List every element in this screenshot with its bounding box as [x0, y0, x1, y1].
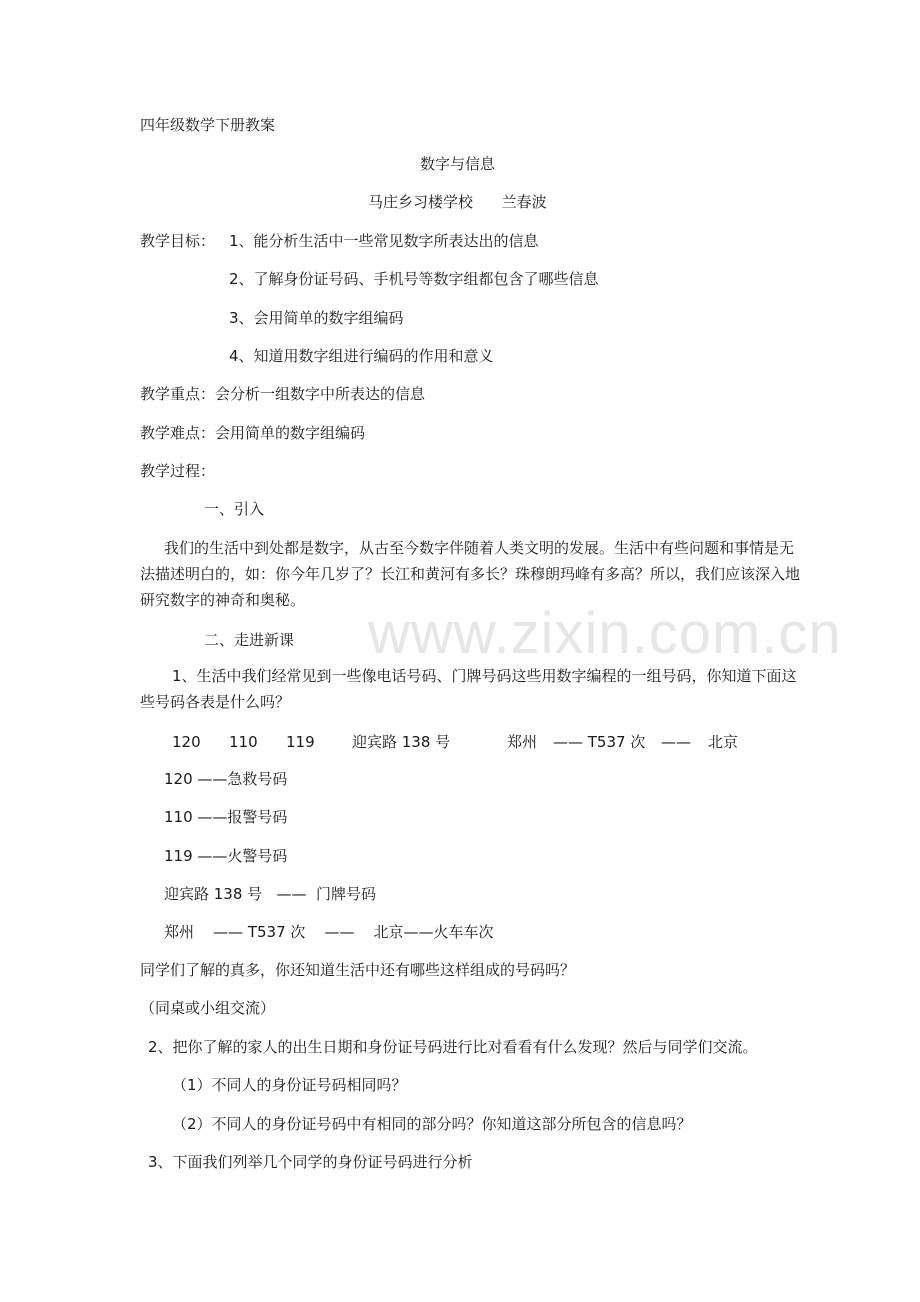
- objective-item: 3、会用简单的数字组编码: [229, 309, 404, 327]
- school-author: 马庄乡习楼学校 兰春波: [368, 193, 547, 211]
- section-heading: 一、引入: [204, 500, 265, 518]
- objective-item: 2、了解身份证号码、手机号等数字组都包含了哪些信息: [229, 270, 599, 288]
- code-item: 北京: [708, 733, 739, 751]
- question-3: 3、下面我们列举几个同学的身份证号码进行分析: [148, 1153, 473, 1171]
- answer-item: 郑州 —— T537 次 —— 北京——火车车次: [164, 923, 494, 941]
- objective-item: 4、知道用数字组进行编码的作用和意义: [229, 347, 494, 365]
- question-2-sub: （2）不同人的身份证号码中有相同的部分吗？你知道这部分所包含的信息吗？: [172, 1115, 692, 1133]
- answer-item: 110 ——报警号码: [164, 808, 288, 826]
- exchange-note: （同桌或小组交流）: [140, 999, 276, 1017]
- code-item: ——: [661, 733, 691, 751]
- answer-item: 迎宾路 138 号 —— 门牌号码: [164, 885, 377, 903]
- question-1: 1、生活中我们经常见到一些像电话号码、门牌号码这些用数字编程的一组号码，你知道下面这些号码各表是什么吗？: [140, 667, 797, 711]
- doc-subject: 四年级数学下册教案: [140, 116, 276, 134]
- code-item: 120: [172, 733, 201, 751]
- code-item: 110: [229, 733, 258, 751]
- answer-item: 120 ——急救号码: [164, 770, 288, 788]
- code-item: 迎宾路 138 号: [352, 733, 451, 751]
- question-2-sub: （1）不同人的身份证号码相同吗？: [172, 1076, 407, 1094]
- difficulty: 教学难点：会用简单的数字组编码: [140, 424, 366, 442]
- key-point: 教学重点：会分析一组数字中所表达的信息: [140, 385, 426, 403]
- intro-paragraph: 我们的生活中到处都是数字，从古至今数字伴随着人类文明的发展。生活中有些问题和事情是无法描述明白的，如：你今年几岁了？长江和黄河有多长？珠穆朗玛峰有多高？所以，我们应该深入地研究数字的神奇和奥秘。: [140, 539, 801, 609]
- code-item: 119: [286, 733, 315, 751]
- section-heading: 二、走进新课: [204, 631, 295, 649]
- followup-text: 同学们了解的真多，你还知道生活中还有哪些这样组成的号码吗？: [140, 961, 576, 979]
- doc-title: 数字与信息: [420, 155, 496, 173]
- code-item: 郑州: [507, 733, 538, 751]
- process-label: 教学过程：: [140, 462, 216, 480]
- question-2: 2、把你了解的家人的出生日期和身份证号码进行比对看看有什么发现？然后与同学们交流。: [148, 1038, 758, 1056]
- objectives-label: 教学目标：: [140, 232, 216, 250]
- code-item: —— T537 次: [553, 733, 646, 751]
- objective-item: 1、能分析生活中一些常见数字所表达出的信息: [229, 232, 539, 250]
- answer-item: 119 ——火警号码: [164, 847, 288, 865]
- watermark: www.zixin.com.cn: [368, 601, 842, 666]
